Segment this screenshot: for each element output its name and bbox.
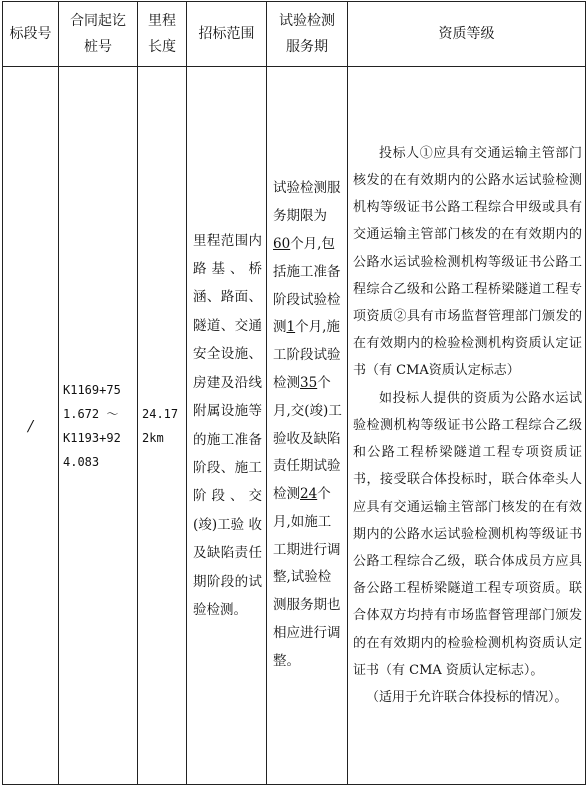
cell-service-period: 试验检测服务期限为60个月,包括施工准备阶段试验检测1个月,施工阶段试验检测35个月,交(竣)工验收及缺陷责任期试验检测24个月,如施工工期进行调整,试验检测服务期也相应进行调整。 (267, 67, 348, 785)
cell-scope: 里程范围内路基、桥涵、路面、隧道、交通安全设施、房建及沿线附属设施等的施工准备阶段、施工阶段、交(竣)工验 收及缺陷责任期阶段的试验检测。 (187, 67, 267, 785)
qualification-para-1: 投标人①应具有交通运输主管部门核发的在有效期内的公路水运试验检测机构等级证书公路工程综合甲级或具有交通运输主管部门核发的在有效期内的公路水运试验检测机构等级证书公路工程综合乙级和公路工程桥梁隧道工程专项资质②具有市场监督管理部门颁发的在有效期内的检验检测机构资质认定证书（有 CMA资质认定标志） (353, 145, 582, 379)
cell-section-no: / (3, 67, 59, 785)
header-qualification: 资质等级 (348, 2, 586, 67)
table-row (3, 67, 586, 785)
header-row (3, 2, 586, 67)
header-length: 里程 长度 (138, 2, 187, 67)
qualification-para-2: 如投标人提供的资质为公路水运试验检测机构等级证书公路工程综合乙级和公路工程桥梁隧道工程专项资质证书，接受联合体投标时，联合体牵头人应具有交通运输主管部门核发的在有效期内的公路水运试验检测机构等级证书公路工程综合乙级，联合体成员方应具备公路工程桥梁隧道工程专项资质。联合体双方均持有市场监督管理部门颁发的在有效期内的检验检测机构资质认定证书（有 CMA 资质认定标志）。 (353, 390, 582, 678)
header-service-period: 试验检测 服务期 (267, 2, 348, 67)
header-scope: 招标范围 (187, 2, 267, 67)
bid-section-table (2, 1, 586, 785)
cell-length: 24.17 2km (138, 67, 187, 785)
header-section-no: 标段号 (3, 2, 59, 67)
cell-chainage: K1169+75 1.672 ～ K1193+92 4.083 (59, 67, 138, 785)
cell-qualification (348, 67, 586, 785)
qualification-para-3: （适用于允许联合体投标的情况）。 (366, 689, 568, 705)
header-chainage: 合同起讫 桩号 (59, 2, 138, 67)
